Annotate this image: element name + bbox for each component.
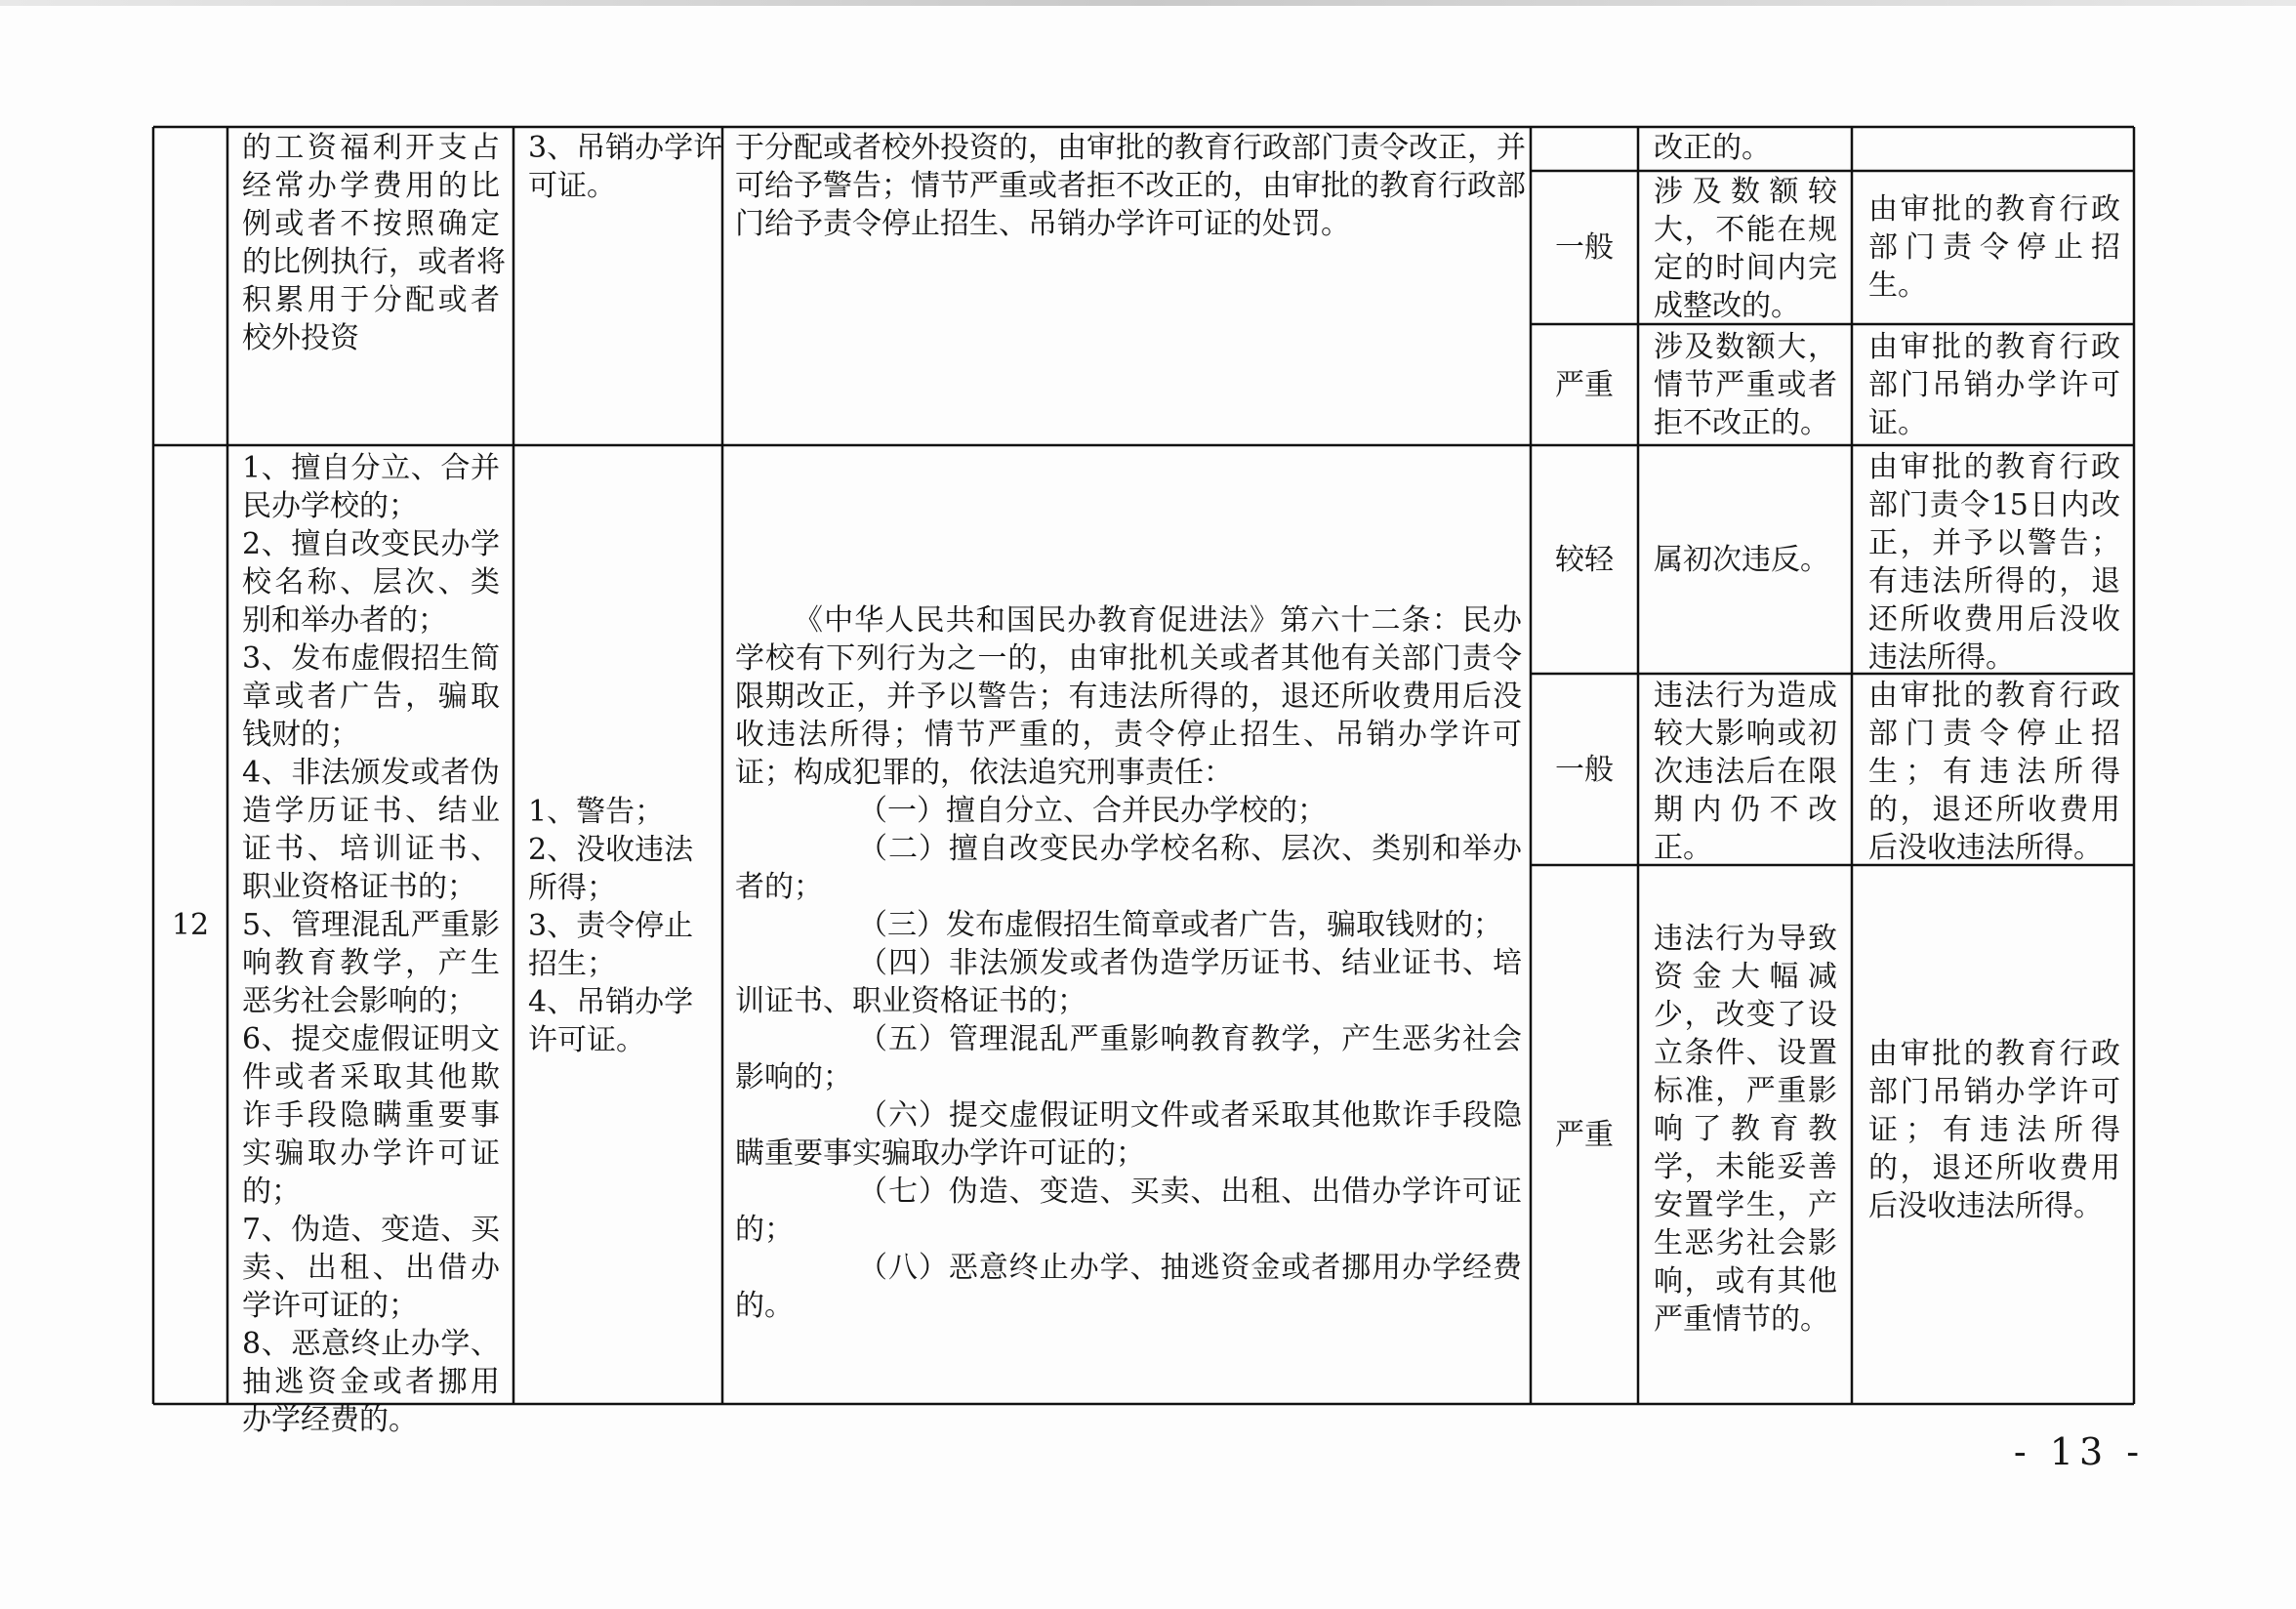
- row1-violation-line: 的工资福利开支占: [242, 131, 500, 165]
- row1-level-c-level: 严重: [1555, 367, 1614, 402]
- row2-penalty-item: 4、吊销办学许可证。: [528, 985, 694, 1057]
- row2-violation-item: 2、擅自改变民办学校名称、层次、类别和举办者的；: [242, 527, 500, 638]
- row1-legal-basis-cell: [729, 129, 1528, 243]
- row1-violation-line: 校外投资: [242, 321, 359, 355]
- row1-level-a-circumstance: 改正的。: [1654, 131, 1771, 165]
- row2-level-a-circumstance: [1642, 445, 1849, 674]
- row2-level-c-level: 严重: [1555, 1117, 1614, 1152]
- row2-level-b-standard: 由审批的教育行政部门责令停止招生；有违法所得的，退还所收费用后没收违法所得。: [1868, 679, 2120, 865]
- row2-legal-item: （七）伪造、变造、买卖、出租、出借办学许可证的；: [735, 1175, 1522, 1247]
- row2-violation-item: 4、非法颁发或者伪造学历证书、结业证书、培训证书、职业资格证书的；: [242, 756, 500, 904]
- row2-violation-item: 3、发布虚假招生简章或者广告，骗取钱财的；: [242, 641, 500, 752]
- row2-penalty-item: 3、责令停止招生；: [528, 909, 694, 981]
- row2-number-cell: 12: [171, 907, 210, 942]
- row2-level-b-level: 一般: [1555, 752, 1614, 787]
- row2-violation-item: 6、提交虚假证明文件或者采取其他欺诈手段隐瞒重要事实骗取办学许可证的；: [242, 1022, 500, 1209]
- row2-legal-item: （一）擅自分立、合并民办学校的；: [858, 794, 1327, 828]
- row2-violation-cell: [234, 449, 508, 1439]
- row2-level-a-standard: 由审批的教育行政部门责令15日内改正，并予以警告；有违法所得的，退还所收费用后没收违法所得。: [1868, 450, 2120, 675]
- row1-level-b-standard: [1857, 171, 2132, 324]
- row2-violation-item: 5、管理混乱严重影响教育教学，产生恶劣社会影响的；: [242, 908, 500, 1018]
- row2-level-a-level: 较轻: [1555, 542, 1614, 577]
- row2-violation-item: 1、擅自分立、合并民办学校的；: [242, 451, 500, 523]
- row1-legal-line: 于分配或者校外投资的，由审批的教育行政部门责令改正，并: [735, 131, 1526, 165]
- row2-legal-basis-cell: [729, 601, 1528, 1325]
- row2-level-b-circumstance: 违法行为造成较大影响或初次违法后在限期内仍不改正。: [1654, 679, 1837, 865]
- row2-legal-item: （五）管理混乱严重影响教育教学，产生恶劣社会影响的；: [735, 1022, 1522, 1094]
- row2-penalty-cell: [520, 793, 720, 1059]
- row1-violation-line: 积累用于分配或者: [242, 283, 500, 317]
- row1-penalty-cell: [520, 129, 723, 205]
- row1-penalty-line: 3、吊销办学许: [528, 131, 723, 165]
- row2-legal-item: （六）提交虚假证明文件或者采取其他欺诈手段隐瞒重要事实骗取办学许可证的；: [735, 1098, 1522, 1171]
- row1-legal-line: 可给予警告；情节严重或者拒不改正的，由审批的教育行政部: [735, 169, 1526, 203]
- row2-penalty-item: 1、警告；: [528, 795, 665, 829]
- row2-level-c-circumstance: 违法行为导致资金大幅减少，改变了设立条件、设置标准，严重影响了教育教学，未能妥善安置学生，产生恶劣社会影响，或有其他严重情节的。: [1654, 922, 1837, 1337]
- row2-violation-item: 8、恶意终止办学、抽逃资金或者挪用办学经费的。: [242, 1327, 500, 1437]
- row2-legal-item: （八）恶意终止办学、抽逃资金或者挪用办学经费的。: [735, 1251, 1522, 1323]
- row1-legal-line: 门给予责令停止招生、吊销办学许可证的处罚。: [735, 207, 1350, 241]
- row2-violation-item: 7、伪造、变造、买卖、出租、出借办学许可证的；: [242, 1213, 500, 1323]
- row2-legal-item: （四）非法颁发或者伪造学历证书、结业证书、培训证书、职业资格证书的；: [735, 946, 1522, 1018]
- row1-violation-line: 的比例执行，或者将: [242, 245, 506, 279]
- row2-penalty-item: 2、没收违法所得；: [528, 833, 694, 905]
- row2-legal-item: （三）发布虚假招生简章或者广告，骗取钱财的；: [858, 908, 1502, 942]
- row1-level-b-standard-text: 由审批的教育行政部门责令停止招生。: [1868, 192, 2120, 303]
- row2-level-a-circumstance-text: 属初次违反。: [1654, 542, 1829, 577]
- row2-legal-item: （二）擅自改变民办学校名称、层次、类别和举办者的；: [735, 832, 1522, 904]
- row1-level-b-circumstance: 涉及数额较大，不能在规定的时间内完成整改的。: [1654, 175, 1837, 323]
- row2-legal-intro: 《中华人民共和国民办教育促进法》第六十二条：民办学校有下列行为之一的，由审批机关或者其他有关部门责令限期改正，并予以警告；有违法所得的，退还所收费用后没收违法所得；情节严重的，责令停止招生、吊销办学许可证；构成犯罪的，依法追究刑事责任：: [735, 603, 1522, 790]
- row2-level-c-standard: 由审批的教育行政部门吊销办学许可证；有违法所得的，退还所收费用后没收违法所得。: [1868, 1037, 2120, 1223]
- row1-penalty-line: 可证。: [528, 169, 616, 203]
- row1-violation-line: 例或者不按照确定: [242, 207, 500, 241]
- row1-violation-line: 经常办学费用的比: [242, 169, 500, 203]
- page-number: - 13 -: [2013, 1430, 2146, 1473]
- row1-level-c-standard: 由审批的教育行政部门吊销办学许可证。: [1868, 330, 2120, 440]
- row1-violation-cell: [234, 129, 508, 357]
- row1-level-b-level: 一般: [1555, 230, 1614, 265]
- row1-level-c-circumstance: 涉及数额大，情节严重或者拒不改正的。: [1654, 330, 1837, 440]
